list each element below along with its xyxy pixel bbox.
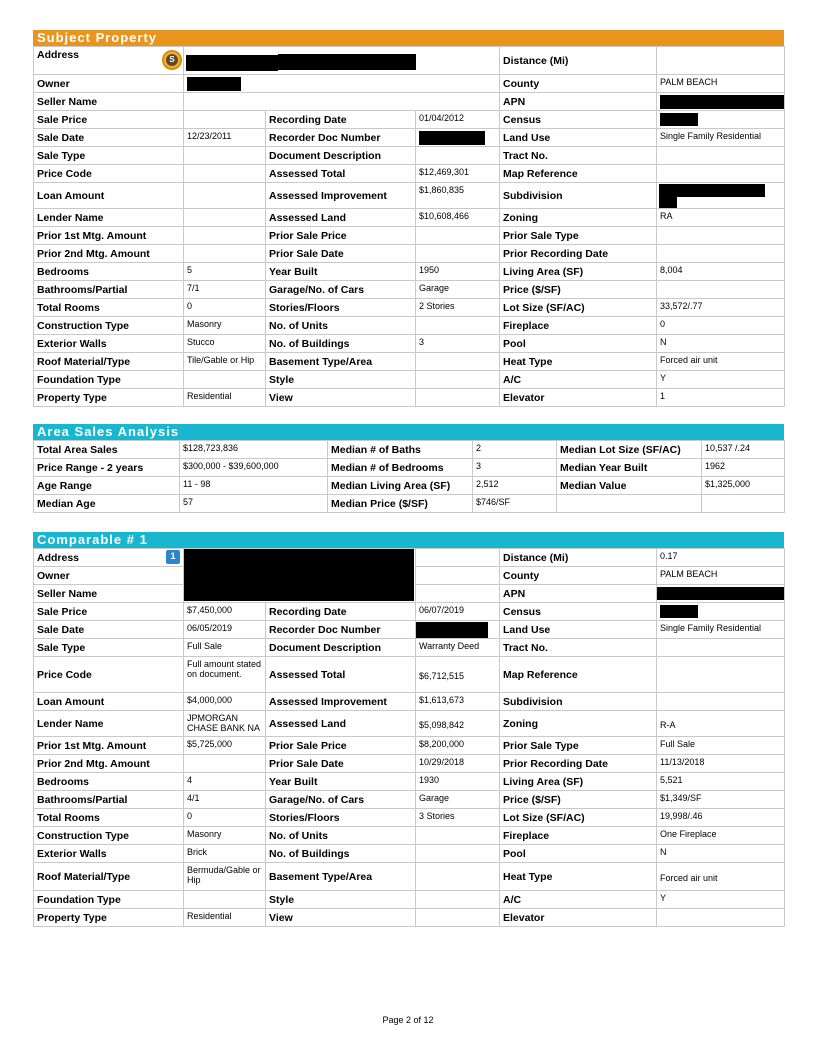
redacted-address	[184, 47, 500, 75]
table-row: Bedrooms 4 Year Built 1930 Living Area (SF) 5,521	[34, 773, 785, 791]
table-row: Sale Price $7,450,000 Recording Date 06/07/2019 Census	[34, 603, 785, 621]
page-number: Page 2 of 12	[382, 1015, 434, 1025]
table-row: Prior 1st Mtg. Amount Prior Sale Price Prior Sale Type	[34, 227, 785, 245]
table-row: Loan Amount $4,000,000 Assessed Improvement $1,613,673 Subdivision	[34, 693, 785, 711]
area-sales-table	[33, 440, 785, 513]
table-row: Price Code Assessed Total $12,469,301 Map Reference	[34, 165, 785, 183]
redacted-doc-number	[416, 129, 500, 147]
subject-property-section	[33, 30, 784, 407]
table-row: Total Rooms 0 Stories/Floors 3 Stories Lot Size (SF/AC) 19,998/.46	[34, 809, 785, 827]
table-row: Price Code Full amount stated on document. Assessed Total $6,712,515 Map Reference	[34, 657, 785, 693]
area-sales-header: Area Sales Analysis	[33, 424, 784, 440]
table-row: Sale Type Full Sale Document Description Warranty Deed Tract No.	[34, 639, 785, 657]
table-row: Prior 2nd Mtg. Amount Prior Sale Date 10/29/2018 Prior Recording Date 11/13/2018	[34, 755, 785, 773]
table-row: Age Range 11 - 98 Median Living Area (SF) 2,512 Median Value $1,325,000	[34, 477, 785, 495]
comparable-1-section	[33, 532, 784, 927]
table-row: Owner County PALM BEACH	[34, 75, 785, 93]
table-row: Owner County PALM BEACH	[34, 567, 785, 585]
redacted-census	[657, 603, 785, 621]
table-row: Foundation Type Style A/C Y	[34, 371, 785, 389]
area-sales-section	[33, 424, 784, 513]
redacted-apn	[657, 585, 785, 603]
table-row: Price Range - 2 years $300,000 - $39,600,000 Median # of Bedrooms 3 Median Year Built 1962	[34, 459, 785, 477]
table-row: Address 1 Distance (Mi) 0.17	[34, 549, 785, 567]
table-row: Total Rooms 0 Stories/Floors 2 Stories Lot Size (SF/AC) 33,572/.77	[34, 299, 785, 317]
table-row: Construction Type Masonry No. of Units Fireplace 0	[34, 317, 785, 335]
table-row: Total Area Sales $128,723,836 Median # of Baths 2 Median Lot Size (SF/AC) 10,537 /.24	[34, 441, 785, 459]
table-row: Seller Name APN	[34, 93, 785, 111]
table-row: Sale Date 06/05/2019 Recorder Doc Number Land Use Single Family Residential	[34, 621, 785, 639]
table-row: Seller Name APN	[34, 585, 785, 603]
redacted-address-owner	[184, 549, 416, 603]
redacted-doc-number	[416, 621, 500, 639]
table-row: Loan Amount Assessed Improvement $1,860,835 Subdivision	[34, 183, 785, 209]
table-row: Sale Date 12/23/2011 Recorder Doc Number Land Use Single Family Residential	[34, 129, 785, 147]
table-row: Address S Distance (Mi)	[34, 47, 785, 75]
table-row: Construction Type Masonry No. of Units Fireplace One Fireplace	[34, 827, 785, 845]
table-row: Exterior Walls Stucco No. of Buildings 3 Pool N	[34, 335, 785, 353]
table-row: Lender Name Assessed Land $10,608,466 Zoning RA	[34, 209, 785, 227]
comparable-1-map-marker-icon[interactable]: 1	[166, 550, 180, 564]
table-row: Lender Name JPMORGAN CHASE BANK NA Assessed Land $5,098,842 Zoning R-A	[34, 711, 785, 737]
table-row: Exterior Walls Brick No. of Buildings Pool N	[34, 845, 785, 863]
table-row: Foundation Type Style A/C Y	[34, 891, 785, 909]
subject-property-table	[33, 46, 785, 407]
table-row: Bathrooms/Partial 4/1 Garage/No. of Cars Garage Price ($/SF) $1,349/SF	[34, 791, 785, 809]
table-row: Median Age 57 Median Price ($/SF) $746/SF	[34, 495, 785, 513]
table-row: Prior 2nd Mtg. Amount Prior Sale Date Prior Recording Date	[34, 245, 785, 263]
table-row: Bathrooms/Partial 7/1 Garage/No. of Cars Garage Price ($/SF)	[34, 281, 785, 299]
redacted-apn	[657, 93, 785, 111]
subject-property-header: Subject Property	[33, 30, 784, 46]
subject-map-pin-icon[interactable]: S	[162, 50, 182, 72]
redacted-subdivision	[657, 183, 785, 209]
table-row: Roof Material/Type Bermuda/Gable or Hip Basement Type/Area Heat Type Forced air unit	[34, 863, 785, 891]
redacted-owner	[184, 75, 500, 93]
table-row: Sale Type Document Description Tract No.	[34, 147, 785, 165]
table-row: Property Type Residential View Elevator 1	[34, 389, 785, 407]
comparable-1-header: Comparable # 1	[33, 532, 784, 548]
table-row: Property Type Residential View Elevator	[34, 909, 785, 927]
table-row: Roof Material/Type Tile/Gable or Hip Basement Type/Area Heat Type Forced air unit	[34, 353, 785, 371]
comparable-1-table	[33, 548, 785, 927]
table-row: Sale Price Recording Date 01/04/2012 Census	[34, 111, 785, 129]
table-row: Bedrooms 5 Year Built 1950 Living Area (SF) 8,004	[34, 263, 785, 281]
redacted-census	[657, 111, 785, 129]
table-row: Prior 1st Mtg. Amount $5,725,000 Prior Sale Price $8,200,000 Prior Sale Type Full Sale	[34, 737, 785, 755]
